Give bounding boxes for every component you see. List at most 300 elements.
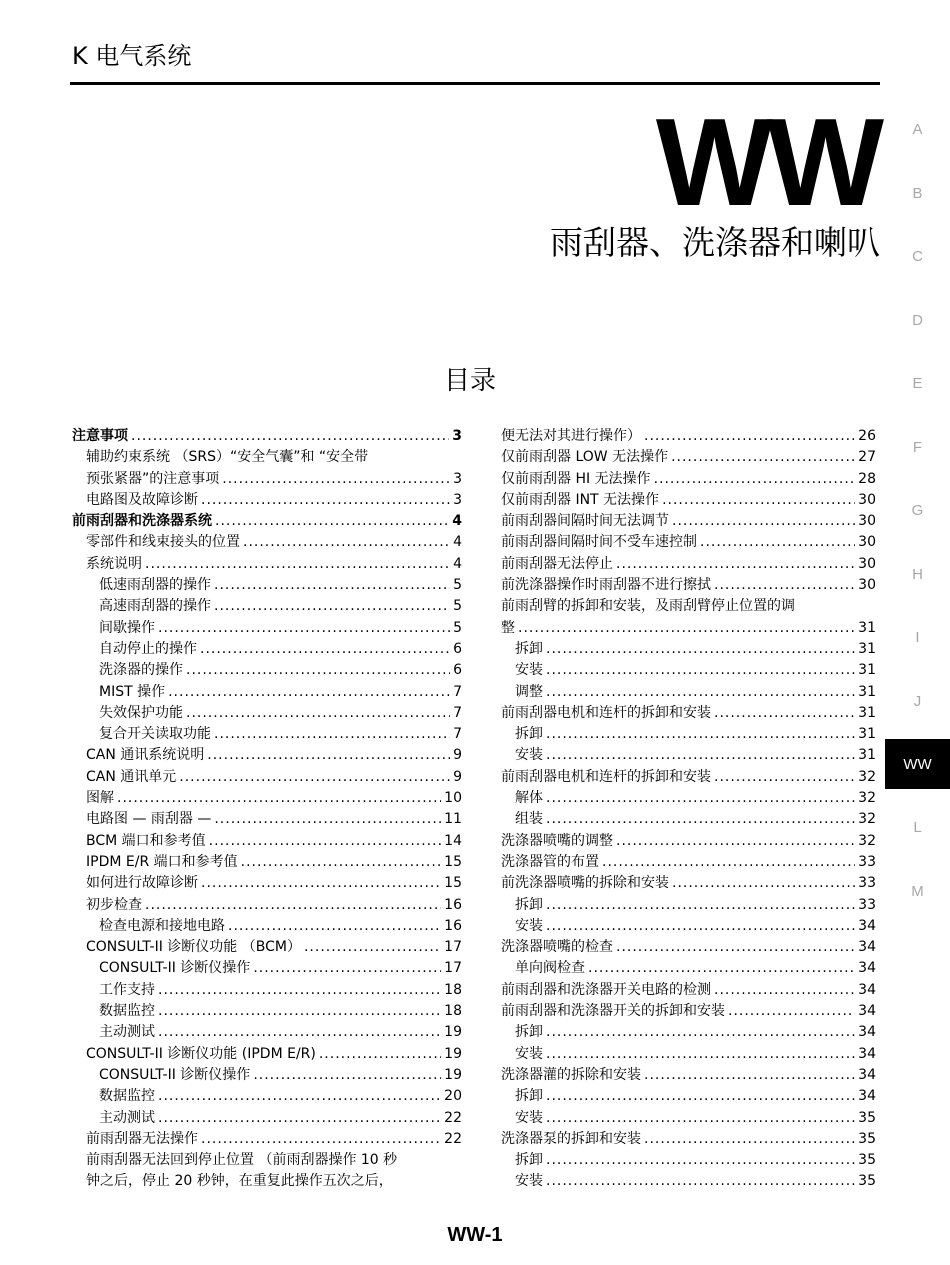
toc-dot-leader xyxy=(546,895,855,916)
toc-entry-title: 如何进行故障诊断 xyxy=(86,875,198,892)
toc-entry-title: 间歇操作 xyxy=(99,619,155,636)
toc-entry[interactable] xyxy=(72,1171,462,1192)
toc-entry[interactable] xyxy=(501,745,876,766)
toc-entry-title: 调整 xyxy=(515,683,543,700)
toc-entry-title: 前雨刮器和洗涤器开关的拆卸和安装 xyxy=(501,1003,725,1020)
toc-entry-page: 34 xyxy=(858,960,876,977)
toc-entry-title: 安装 xyxy=(515,917,543,934)
toc-entry-title: 前雨刮器电机和连杆的拆卸和安装 xyxy=(501,704,711,721)
toc-entry[interactable] xyxy=(72,660,462,681)
toc-entry-title: 前洗涤器喷嘴的拆除和安装 xyxy=(501,875,669,892)
chapter-title: 雨刮器、洗涤器和喇叭 xyxy=(550,223,880,262)
toc-dot-leader xyxy=(253,958,441,979)
toc-entry-page: 32 xyxy=(858,768,876,785)
toc-entry-page: 31 xyxy=(858,747,876,764)
toc-dot-leader xyxy=(662,490,855,511)
side-index-tab-f[interactable]: F xyxy=(912,438,923,456)
toc-entry-title: 拆卸 xyxy=(515,896,543,913)
toc-dot-leader xyxy=(158,1086,441,1107)
side-index-tab-ww[interactable]: WW xyxy=(885,739,950,789)
toc-dot-leader xyxy=(179,767,450,788)
toc-entry-page: 30 xyxy=(858,491,876,508)
toc-dot-leader xyxy=(319,1044,441,1065)
toc-entry-page: 20 xyxy=(444,1088,462,1105)
toc-entry[interactable] xyxy=(72,682,462,703)
toc-dot-leader xyxy=(546,1171,855,1192)
toc-dot-leader xyxy=(253,1065,441,1086)
toc-dot-leader xyxy=(209,831,442,852)
toc-entry[interactable] xyxy=(72,852,462,873)
toc-entry-page: 31 xyxy=(858,704,876,721)
toc-entry-page: 34 xyxy=(858,1045,876,1062)
toc-dot-leader xyxy=(714,703,855,724)
toc-entry[interactable] xyxy=(501,447,876,468)
toc-entry-title: 图解 xyxy=(86,790,114,807)
toc-entry-page: 27 xyxy=(858,449,876,466)
toc-dot-leader xyxy=(672,511,855,532)
toc-dot-leader xyxy=(546,1022,855,1043)
side-index-tab-c[interactable]: C xyxy=(912,248,923,266)
side-index-tab-h[interactable]: H xyxy=(912,565,923,583)
toc-entry-page: 30 xyxy=(858,513,876,530)
toc-entry[interactable] xyxy=(72,447,462,468)
toc-entry[interactable] xyxy=(72,1150,462,1171)
toc-dot-leader xyxy=(214,575,450,596)
toc-entry-page: 34 xyxy=(858,981,876,998)
toc-entry-title: MIST 操作 xyxy=(99,683,166,700)
toc-dot-leader xyxy=(644,1129,855,1150)
toc-entry-title: 前雨刮器电机和连杆的拆卸和安装 xyxy=(501,768,711,785)
toc-entry-page: 31 xyxy=(858,619,876,636)
toc-entry-title: CONSULT-II 诊断仪功能 （BCM） xyxy=(86,939,301,956)
side-index-tab-i[interactable]: I xyxy=(915,629,920,647)
toc-entry-page: 15 xyxy=(444,853,462,870)
toc-dot-leader xyxy=(714,767,855,788)
toc-entry[interactable] xyxy=(72,745,462,766)
toc-dot-leader xyxy=(546,1108,855,1129)
toc-entry-page: 3 xyxy=(452,428,462,444)
toc-entry-page: 22 xyxy=(444,1109,462,1126)
toc-dot-leader xyxy=(546,916,855,937)
toc-entry-page: 10 xyxy=(444,790,462,807)
toc-entry[interactable] xyxy=(501,1065,876,1086)
toc-entry-page: 31 xyxy=(858,726,876,743)
toc-entry[interactable] xyxy=(72,1086,462,1107)
toc-entry-page: 35 xyxy=(858,1109,876,1126)
side-index-tab-b[interactable]: B xyxy=(912,184,923,202)
toc-entry-title: 系统说明 xyxy=(86,555,142,572)
toc-entry-page: 30 xyxy=(858,555,876,572)
toc-entry-title: 单向阀检查 xyxy=(515,960,585,977)
toc-entry-title: CONSULT-II 诊断仪操作 xyxy=(99,1066,251,1083)
toc-entry[interactable] xyxy=(501,958,876,979)
toc-entry-title: 洗涤器喷嘴的调整 xyxy=(501,832,613,849)
toc-entry-page: 34 xyxy=(858,917,876,934)
toc-entry[interactable] xyxy=(72,1044,462,1065)
toc-dot-leader xyxy=(201,1129,441,1150)
toc-entry[interactable] xyxy=(501,873,876,894)
toc-entry[interactable] xyxy=(72,1022,462,1043)
toc-entry-page: 5 xyxy=(453,598,462,615)
toc-entry-title: 电路图 — 雨刮器 — xyxy=(86,811,212,828)
toc-dot-leader xyxy=(654,469,856,490)
toc-entry-page: 7 xyxy=(453,683,462,700)
toc-dot-leader xyxy=(117,788,441,809)
toc-dot-leader xyxy=(588,958,855,979)
toc-dot-leader xyxy=(546,660,855,681)
side-index-tab-l[interactable]: L xyxy=(913,819,922,837)
toc-dot-leader xyxy=(714,980,855,1001)
toc-entry[interactable] xyxy=(72,873,462,894)
toc-entry[interactable] xyxy=(72,639,462,660)
toc-dot-leader xyxy=(214,809,441,830)
toc-entry-title: 检查电源和接地电路 xyxy=(99,917,225,934)
toc-entry-page: 35 xyxy=(858,1152,876,1169)
toc-entry-title: 前雨刮器无法操作 xyxy=(86,1130,198,1147)
toc-entry[interactable] xyxy=(501,895,876,916)
toc-entry-page: 6 xyxy=(453,662,462,679)
side-index-tab-a[interactable]: A xyxy=(912,121,923,139)
side-index-tab-g[interactable]: G xyxy=(911,502,924,520)
toc-entry-title: 仅前雨刮器 LOW 无法操作 xyxy=(501,449,669,466)
toc-dot-leader xyxy=(214,596,450,617)
toc-entry[interactable] xyxy=(72,937,462,958)
toc-dot-leader xyxy=(700,532,855,553)
toc-dot-leader xyxy=(546,809,855,830)
toc-entry-title: BCM 端口和参考值 xyxy=(86,832,206,849)
toc-entry-page: 16 xyxy=(444,917,462,934)
toc-dot-leader xyxy=(644,1065,855,1086)
toc-entry[interactable] xyxy=(501,682,876,703)
toc-entry-title: IPDM E/R 端口和参考值 xyxy=(86,853,238,870)
toc-entry[interactable] xyxy=(72,1001,462,1022)
toc-entry-page: 3 xyxy=(453,491,462,508)
toc-entry-page: 31 xyxy=(858,662,876,679)
toc-entry[interactable] xyxy=(72,895,462,916)
toc-entry-title: 复合开关读取功能 xyxy=(99,726,211,743)
toc-dot-leader xyxy=(228,916,441,937)
toc-entry[interactable] xyxy=(72,809,462,830)
toc-entry-title: 初步检查 xyxy=(86,896,142,913)
toc-entry[interactable] xyxy=(501,1129,876,1150)
toc-entry[interactable] xyxy=(72,490,462,511)
toc-entry-page: 4 xyxy=(452,513,462,530)
toc-dot-leader xyxy=(145,554,450,575)
toc-entry[interactable] xyxy=(501,937,876,958)
side-index-tab-d[interactable]: D xyxy=(912,311,923,329)
toc-dot-leader xyxy=(616,554,855,575)
toc-dot-leader xyxy=(200,639,450,660)
toc-entry[interactable] xyxy=(501,596,876,617)
toc-dot-leader xyxy=(602,852,855,873)
toc-entry-page: 3 xyxy=(453,470,462,487)
toc-entry[interactable] xyxy=(501,426,876,447)
toc-entry-page: 9 xyxy=(453,747,462,764)
toc-entry-title: CAN 通讯系统说明 xyxy=(86,747,205,764)
toc-entry[interactable] xyxy=(72,511,462,532)
toc-entry-page: 14 xyxy=(444,832,462,849)
toc-dot-leader xyxy=(671,447,855,468)
toc-entry-page: 4 xyxy=(453,555,462,572)
toc-entry-title: 安装 xyxy=(515,1109,543,1126)
toc-entry[interactable] xyxy=(72,575,462,596)
toc-entry-page: 32 xyxy=(858,832,876,849)
toc-entry-page: 19 xyxy=(444,1045,462,1062)
toc-dot-leader xyxy=(215,511,449,532)
toc-entry[interactable] xyxy=(501,1001,876,1022)
toc-entry-title: 整 xyxy=(501,619,515,636)
toc-entry[interactable] xyxy=(501,511,876,532)
toc-entry-page: 17 xyxy=(444,939,462,956)
toc-entry[interactable] xyxy=(501,639,876,660)
toc-left-column xyxy=(72,426,462,1193)
toc-entry-page: 34 xyxy=(858,1003,876,1020)
toc-entry-page: 34 xyxy=(858,1088,876,1105)
side-index-tab-m[interactable]: M xyxy=(911,882,924,900)
toc-entry[interactable] xyxy=(72,618,462,639)
toc-dot-leader xyxy=(158,1022,441,1043)
toc-entry-page: 34 xyxy=(858,1066,876,1083)
toc-entry-page: 19 xyxy=(444,1066,462,1083)
toc-entry[interactable] xyxy=(72,831,462,852)
page-number: WW-1 xyxy=(447,1224,503,1246)
toc-dot-leader xyxy=(186,703,450,724)
toc-entry[interactable] xyxy=(72,1129,462,1150)
toc-entry-page: 17 xyxy=(444,960,462,977)
toc-entry-page: 30 xyxy=(858,534,876,551)
toc-entry-title: 便无法对其进行操作） xyxy=(501,428,641,444)
toc-entry-page: 35 xyxy=(858,1173,876,1190)
toc-entry-page: 34 xyxy=(858,939,876,956)
toc-entry-title: 失效保护功能 xyxy=(99,704,183,721)
toc-right-column xyxy=(501,426,876,1193)
toc-dot-leader xyxy=(145,895,441,916)
toc-dot-leader xyxy=(222,469,450,490)
toc-entry-title: 安装 xyxy=(515,1173,543,1190)
toc-entry-title: 安装 xyxy=(515,662,543,679)
toc-entry[interactable] xyxy=(501,1044,876,1065)
toc-entry[interactable] xyxy=(501,660,876,681)
toc-dot-leader xyxy=(186,660,450,681)
toc-dot-leader xyxy=(672,873,855,894)
toc-entry[interactable] xyxy=(72,426,462,447)
toc-entry-page: 19 xyxy=(444,1024,462,1041)
toc-entry[interactable] xyxy=(501,1171,876,1192)
toc-entry-title: 前雨刮器间隔时间无法调节 xyxy=(501,513,669,530)
toc-entry-page: 31 xyxy=(858,640,876,657)
toc-entry-page: 11 xyxy=(444,811,462,828)
toc-dot-leader xyxy=(644,426,855,447)
toc-entry-title: 安装 xyxy=(515,1045,543,1062)
toc-entry-page: 5 xyxy=(453,619,462,636)
toc-dot-leader xyxy=(201,490,450,511)
toc-dot-leader xyxy=(131,426,449,447)
toc-entry[interactable] xyxy=(72,1108,462,1129)
toc-dot-leader xyxy=(616,937,855,958)
side-index-tabs xyxy=(885,98,950,923)
toc-entry[interactable] xyxy=(501,788,876,809)
toc-entry-page: 6 xyxy=(453,640,462,657)
toc-entry-title: 解体 xyxy=(515,790,543,807)
toc-entry-page: 4 xyxy=(453,534,462,551)
toc-entry-title: 安装 xyxy=(515,747,543,764)
header-rule xyxy=(70,82,880,85)
toc-entry-page: 22 xyxy=(444,1130,462,1147)
toc-entry[interactable] xyxy=(501,916,876,937)
toc-dot-leader xyxy=(207,745,450,766)
toc-dot-leader xyxy=(158,618,450,639)
toc-entry[interactable] xyxy=(72,767,462,788)
toc-dot-leader xyxy=(168,682,450,703)
toc-entry-title: 拆卸 xyxy=(515,726,543,743)
toc-dot-leader xyxy=(546,1086,855,1107)
toc-entry-title: 零部件和线束接头的位置 xyxy=(86,534,240,551)
toc-dot-leader xyxy=(714,575,855,596)
toc-entry[interactable] xyxy=(501,532,876,553)
toc-entry[interactable] xyxy=(501,767,876,788)
toc-dot-leader xyxy=(546,639,855,660)
toc-entry-title: 洗涤器的操作 xyxy=(99,662,183,679)
toc-dot-leader xyxy=(304,937,441,958)
toc-entry-page: 28 xyxy=(858,470,876,487)
toc-entry-title: CAN 通讯单元 xyxy=(86,768,177,785)
toc-entry[interactable] xyxy=(72,980,462,1001)
toc-entry-title: 前雨刮器间隔时间不受车速控制 xyxy=(501,534,697,551)
toc-entry-title: 高速雨刮器的操作 xyxy=(99,598,211,615)
toc-entry-page: 15 xyxy=(444,875,462,892)
toc-entry[interactable] xyxy=(72,596,462,617)
toc-entry-page: 18 xyxy=(444,1003,462,1020)
toc-entry[interactable] xyxy=(501,469,876,490)
toc-dot-leader xyxy=(243,532,450,553)
toc-dot-leader xyxy=(158,1108,441,1129)
toc-entry[interactable] xyxy=(501,1086,876,1107)
toc-entry[interactable] xyxy=(501,1108,876,1129)
toc-entry[interactable] xyxy=(72,469,462,490)
toc-dot-leader xyxy=(728,1001,855,1022)
toc-entry-title: 数据监控 xyxy=(99,1088,155,1105)
toc-entry-page: 5 xyxy=(453,577,462,594)
toc-dot-leader xyxy=(546,745,855,766)
toc-dot-leader xyxy=(546,788,855,809)
toc-entry[interactable] xyxy=(501,980,876,1001)
toc-entry-title: 前洗涤器操作时雨刮器不进行擦拭 xyxy=(501,577,711,594)
toc-entry[interactable] xyxy=(501,1022,876,1043)
toc-entry[interactable] xyxy=(72,532,462,553)
toc-entry-page: 33 xyxy=(858,853,876,870)
toc-entry-title: 主动测试 xyxy=(99,1109,155,1126)
toc-entry[interactable] xyxy=(501,703,876,724)
toc-entry-page: 26 xyxy=(858,428,876,444)
toc-entry-title: 前雨刮器无法回到停止位置 （前雨刮器操作 10 秒 xyxy=(86,1152,398,1169)
toc-entry-title: 低速雨刮器的操作 xyxy=(99,577,211,594)
toc-entry[interactable] xyxy=(501,554,876,575)
toc-entry-title: 仅前雨刮器 INT 无法操作 xyxy=(501,491,660,508)
toc-entry[interactable] xyxy=(72,1065,462,1086)
toc-entry-title: 拆卸 xyxy=(515,640,543,657)
toc-entry[interactable] xyxy=(501,490,876,511)
toc-dot-leader xyxy=(546,724,855,745)
toc-entry-title: 洗涤器泵的拆卸和安装 xyxy=(501,1130,641,1147)
toc-dot-leader xyxy=(616,831,855,852)
toc-entry-page: 31 xyxy=(858,683,876,700)
toc-entry-title: 拆卸 xyxy=(515,1088,543,1105)
toc-entry-title: 数据监控 xyxy=(99,1003,155,1020)
toc-entry[interactable] xyxy=(72,703,462,724)
side-index-tab-e[interactable]: E xyxy=(912,375,923,393)
toc-dot-leader xyxy=(241,852,442,873)
toc-dot-leader xyxy=(546,682,855,703)
toc-entry-title: 工作支持 xyxy=(99,981,155,998)
toc-dot-leader xyxy=(518,618,855,639)
side-index-tab-j[interactable]: J xyxy=(913,692,922,710)
toc-entry-title: 洗涤器灌的拆除和安装 xyxy=(501,1066,641,1083)
toc-entry-page: 18 xyxy=(444,981,462,998)
toc-entry-page: 32 xyxy=(858,811,876,828)
toc-entry-title: 前雨刮器和洗涤器开关电路的检测 xyxy=(501,981,711,998)
toc-entry[interactable] xyxy=(501,1150,876,1171)
toc-entry[interactable] xyxy=(72,724,462,745)
toc-dot-leader xyxy=(214,724,450,745)
toc-entry-page: 33 xyxy=(858,875,876,892)
toc-entry[interactable] xyxy=(501,575,876,596)
toc-entry-page: 32 xyxy=(858,790,876,807)
toc-entry-title: 自动停止的操作 xyxy=(99,640,197,657)
toc-entry-page: 35 xyxy=(858,1130,876,1147)
toc-entry-page: 33 xyxy=(858,896,876,913)
toc-entry-title: 预张紧器”的注意事项 xyxy=(86,470,220,487)
toc-entry[interactable] xyxy=(72,958,462,979)
toc-entry-page: 16 xyxy=(444,896,462,913)
toc-entry-page: 30 xyxy=(858,577,876,594)
toc-entry-page: 9 xyxy=(453,768,462,785)
toc-entry[interactable] xyxy=(72,554,462,575)
toc-entry[interactable] xyxy=(501,809,876,830)
toc-dot-leader xyxy=(158,980,441,1001)
toc-dot-leader xyxy=(158,1001,441,1022)
toc-entry-page: 7 xyxy=(453,726,462,743)
toc-entry-title: 前雨刮器和洗涤器系统 xyxy=(72,513,212,530)
toc-entry-title: 钟之后，停止 20 秒钟，在重复此操作五次之后， xyxy=(86,1173,393,1190)
toc-entry-title: 洗涤器喷嘴的检查 xyxy=(501,939,613,956)
toc-dot-leader xyxy=(201,873,441,894)
toc-entry-page: 34 xyxy=(858,1024,876,1041)
toc-entry-title: 电路图及故障诊断 xyxy=(86,491,198,508)
toc-entry-page: 7 xyxy=(453,704,462,721)
toc-entry-title: 前雨刮臂的拆卸和安装，及雨刮臂停止位置的调 xyxy=(501,598,795,615)
toc-entry[interactable] xyxy=(501,831,876,852)
toc-entry-title: 拆卸 xyxy=(515,1024,543,1041)
section-header-title: K 电气系统 xyxy=(72,42,192,70)
toc-entry-title: 主动测试 xyxy=(99,1024,155,1041)
toc-entry[interactable] xyxy=(501,724,876,745)
toc-entry-title: 辅助约束系统 （SRS）“安全气囊”和 “安全带 xyxy=(86,449,369,466)
toc-entry[interactable] xyxy=(72,916,462,937)
toc-dot-leader xyxy=(546,1150,855,1171)
toc-entry[interactable] xyxy=(72,788,462,809)
toc-entry-title: 洗涤器管的布置 xyxy=(501,853,599,870)
toc-dot-leader xyxy=(546,1044,855,1065)
toc-entry-title: CONSULT-II 诊断仪操作 xyxy=(99,960,251,977)
toc-entry-title: 仅前雨刮器 HI 无法操作 xyxy=(501,470,651,487)
toc-entry-title: 拆卸 xyxy=(515,1152,543,1169)
toc-entry-title: CONSULT-II 诊断仪功能 (IPDM E/R) xyxy=(86,1045,316,1062)
toc-heading: 目录 xyxy=(443,366,496,396)
toc-entry[interactable] xyxy=(501,852,876,873)
toc-entry[interactable] xyxy=(501,618,876,639)
toc-entry-title: 前雨刮器无法停止 xyxy=(501,555,613,572)
toc-entry-title: 注意事项 xyxy=(72,428,128,444)
